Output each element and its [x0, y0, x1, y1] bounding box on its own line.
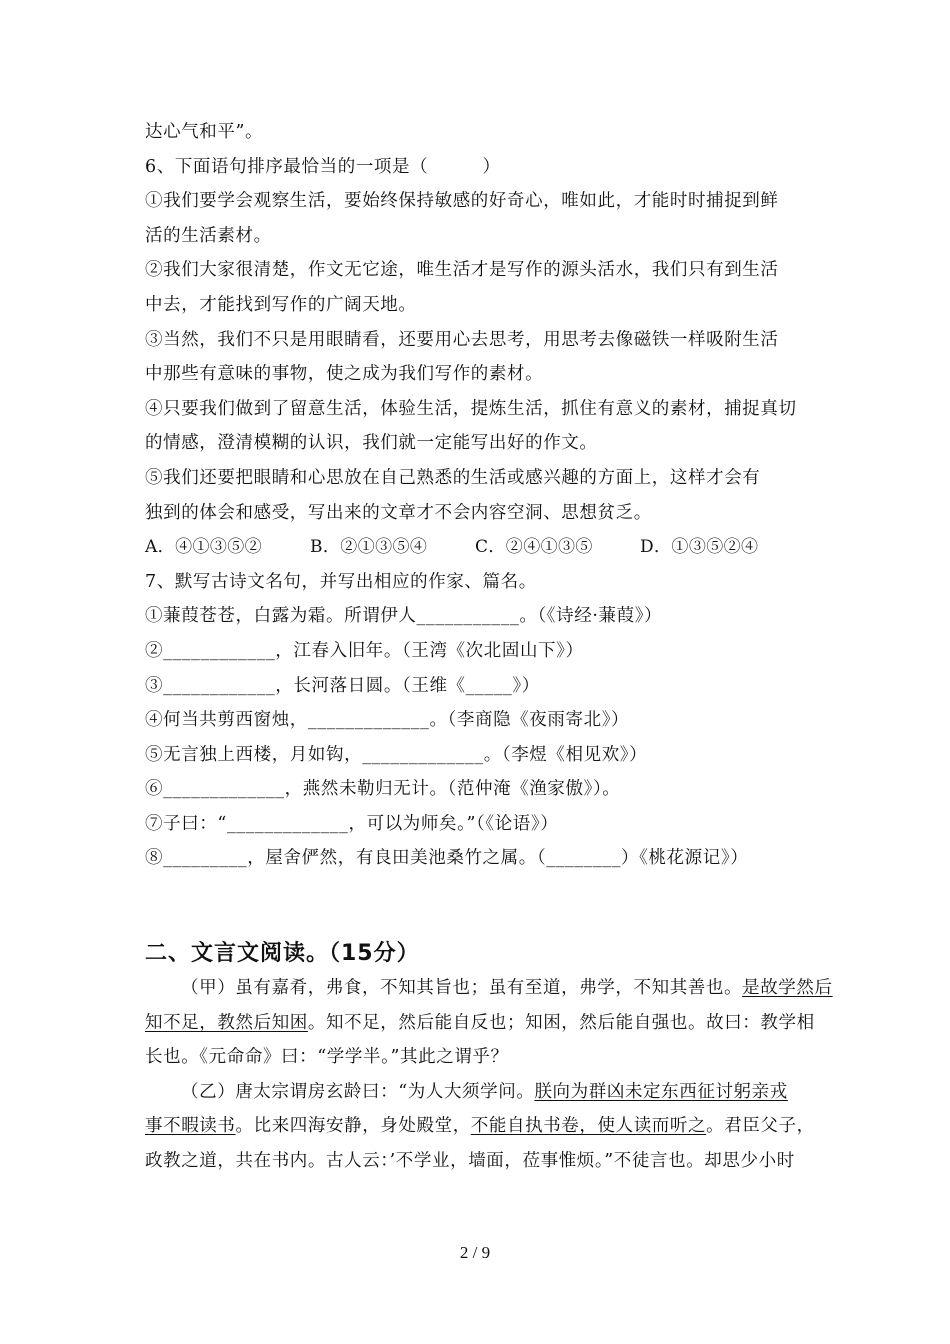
passage-yi	[145, 1075, 815, 1179]
answer-options	[145, 530, 815, 565]
underlined-text: 是故学然后	[742, 978, 833, 999]
text-line: ④只要我们做到了留意生活，体验生活，提炼生活，抓住有意义的素材，捕捉真切	[145, 398, 797, 419]
option-b: B．②①③⑤④	[310, 537, 428, 558]
text-line: 中那些有意味的事物，使之成为我们写作的素材。	[145, 364, 544, 385]
text-line	[145, 1075, 815, 1110]
text-top	[145, 115, 815, 530]
text-line: ③____________，长河落日圆。（王维《_____》）	[145, 675, 540, 696]
text-line: ②____________，江春入旧年。（王湾《次北固山下》）	[145, 640, 584, 661]
text-span: 。君臣父子，	[706, 1116, 815, 1137]
question-7	[145, 565, 815, 876]
text-line: ②我们大家很清楚，作文无它途，唯生活才是写作的源头活水，我们只有到生活	[145, 260, 779, 281]
text-span: （乙）唐太宗谓房玄龄曰：“为人大须学问。	[181, 1081, 535, 1102]
underlined-text: 朕向为群凶未定东西征讨躬亲戎	[534, 1081, 788, 1102]
text-line: 政教之道，共在书内。古人云：’不学业，墙面，莅事惟烦。”不徒言也。却思少小时	[145, 1151, 795, 1172]
text-line: 的情感，澄清模糊的认识，我们就一定能写出好的作文。	[145, 433, 598, 454]
option-a: A．④①③⑤②	[145, 537, 263, 558]
text-line: ⑤无言独上西楼，月如钩，_____________。（李煜《相见欢》）	[145, 744, 648, 765]
question-6-title: 6、下面语句排序最恰当的一项是（ ）	[145, 156, 501, 177]
option-d: D．①③⑤②④	[640, 537, 759, 558]
text-line: ⑧_________，屋舍俨然，有良田美池桑竹之属。（________）《桃花源记》）	[145, 848, 749, 869]
passage-jia	[145, 971, 833, 1075]
text-line: ④何当共剪西窗烛，_____________。（李商隐《夜雨寄北》）	[145, 710, 630, 731]
option-c: C．②④①③⑤	[475, 537, 593, 558]
underlined-text: 事不暇读书	[145, 1116, 236, 1137]
text-line: ③当然，我们不只是用眼睛看，还要用心去思考，用思考去像磁铁一样吸附生活	[145, 329, 779, 350]
text-line: 达心气和平”。	[145, 122, 264, 142]
page-number: 2 / 9	[459, 1243, 491, 1262]
text-line: 活的生活素材。	[145, 225, 272, 246]
text-line: ①我们要学会观察生活，要始终保持敏感的好奇心，唯如此，才能时时捕捉到鲜	[145, 191, 779, 212]
text-span: 。知不足，然后能自反也；知困，然后能自强也。故曰：教学相	[307, 1012, 815, 1033]
text-span: （甲）虽有嘉肴，弗食，不知其旨也；虽有至道，弗学，不知其善也。	[181, 978, 743, 999]
text-line: ⑦子曰：“_____________，可以为师矣。”（《论语》）	[145, 813, 559, 834]
text-line	[145, 971, 833, 1006]
text-line: ①蒹葭苍苍，白露为霜。所谓伊人___________。（《诗经·蒹葭》）	[145, 606, 663, 627]
text-line	[145, 1006, 815, 1041]
document-page	[145, 115, 833, 1179]
section-heading: 二、文言文阅读。（15分）	[145, 941, 420, 967]
text-line: 中去，才能找到写作的广阔天地。	[145, 294, 417, 315]
text-line: ⑥_____________，燕然未勒归无计。（范仲淹《渔家傲》）。	[145, 779, 621, 800]
underlined-text: 知不足，教然后知困	[145, 1012, 308, 1033]
text-line: 长也。《元命命》曰：“学学半。”其此之谓乎？	[145, 1047, 509, 1068]
text-line: 独到的体会和感受，写出来的文章才不会内容空洞、思想贫乏。	[145, 502, 652, 523]
underlined-text: 不能自执书卷，使人读而听之	[470, 1116, 707, 1137]
text-span: 。比来四海安静，身处殿堂，	[235, 1116, 471, 1137]
question-7-title: 7、默写古诗文名句，并写出相应的作家、篇名。	[145, 571, 537, 592]
text-line: ⑤我们还要把眼睛和心思放在自己熟悉的生活或感兴趣的方面上，这样才会有	[145, 467, 761, 488]
text-line	[145, 1109, 815, 1144]
